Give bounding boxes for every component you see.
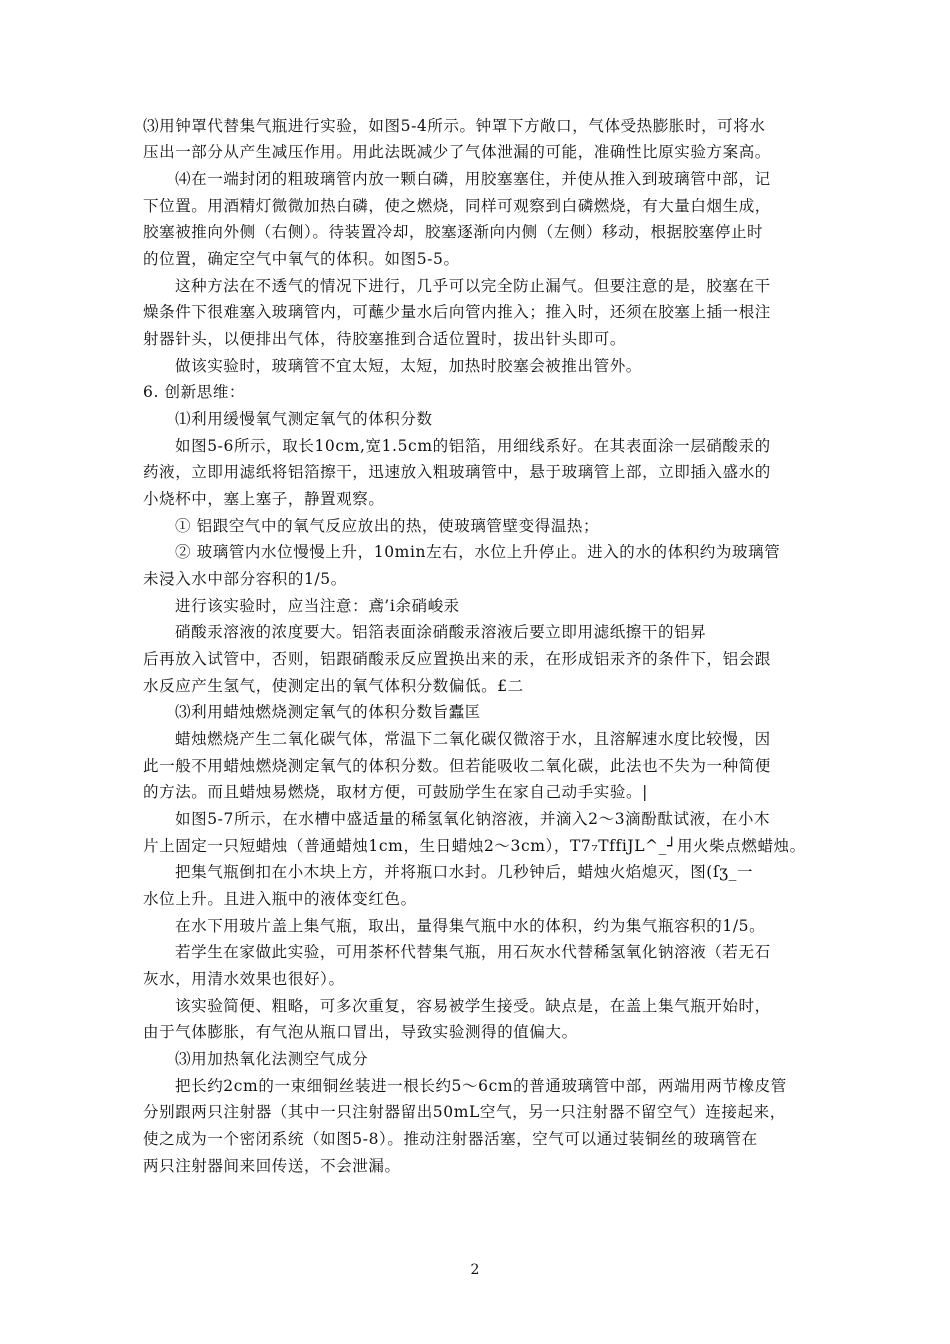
subsection-heading: ⑶利用蜡烛燃烧测定氧气的体积分数旨蠹匡 <box>175 703 481 721</box>
text-line: 若学生在家做此实验，可用茶杯代替集气瓶，用石灰水代替稀氢氧化钠溶液（若无石 <box>175 943 771 961</box>
text-line: 后再放入试管中，否则，铝跟硝酸汞反应置换出来的汞，在形成铝汞齐的条件下，铝会跟 <box>143 650 771 668</box>
text-line: 把长约2cm的一束细铜丝装进一根长约5〜6cm的普通玻璃管中部，两端用两节橡皮管 <box>175 1077 787 1095</box>
text-line: 射器针头，以便排出气体，待胶塞推到合适位置时，拔出针头即可。 <box>143 330 627 348</box>
text-line: 两只注射器间来回传送，不会泄漏。 <box>143 1157 401 1175</box>
text-line: 做该实验时，玻璃管不宜太短，太短，加热时胶塞会被推出管外。 <box>175 357 642 375</box>
text-line: 此一般不用蜡烛燃烧测定氧气的体积分数。但若能吸收二氧化碳，此法也不失为一种简便 <box>143 757 771 775</box>
text-line: 药液，立即用滤纸将铝箔擦干，迅速放入粗玻璃管中，悬于玻璃管上部，立即插入盛水的 <box>143 463 771 481</box>
text-line: 在水下用玻片盖上集气瓶，取出，量得集气瓶中水的体积，约为集气瓶容积的1/5。 <box>175 917 766 935</box>
text-line: 燥条件下很难塞入玻璃管内，可蘸少量水后向管内推入；推入时，还须在胶塞上插一根注 <box>143 303 771 321</box>
text-line: 小烧杯中，塞上塞子，静置观察。 <box>143 490 385 508</box>
text-line: 如图5-6所示，取长10cm,宽1.5cm的铝箔，用细线系好。在其表面涂一层硝酸汞的 <box>175 437 771 455</box>
text-line: 如图5-7所示，在水槽中盛适量的稀氢氧化钠溶液，并滴入2〜3滴酚酞试液，在小木 <box>175 810 771 828</box>
page-number: 2 <box>470 1262 480 1278</box>
section-heading: 6. 创新思维： <box>143 383 246 401</box>
text-line: 使之成为一个密闭系统（如图5-8）。推动注射器活塞，空气可以通过装铜丝的玻璃管在 <box>143 1130 758 1148</box>
text-line: 的位置，确定空气中氧气的体积。如图5-5。 <box>143 250 460 268</box>
text-line: 蜡烛燃烧产生二氧化碳气体，常温下二氧化碳仅微溶于水，且溶解速水度比较慢，因 <box>175 730 771 748</box>
text-line: 未浸入水中部分容积的1/5。 <box>143 570 347 588</box>
text-line: 水反应产生氢气，使测定出的氧气体积分数偏低。£二 <box>143 677 524 695</box>
text-line: ① 铝跟空气中的氧气反应放出的热，使玻璃管壁变得温热； <box>175 517 600 535</box>
text-line: 进行该实验时，应当注意：鳶’i余硝峻汞 <box>175 597 460 615</box>
text-line: 硝酸汞溶液的浓度要大。铝箔表面涂硝酸汞溶液后要立即用滤纸擦干的铝昇 <box>175 623 707 641</box>
text-line: 片上固定一只短蜡烛（普通蜡烛1cm，生日蜡烛2〜3cm），T7₇TffiJL^_┘用火柴点燃蜡烛。 <box>143 837 806 855</box>
text-line: 灰水，用清水效果也很好）。 <box>143 970 345 988</box>
text-line: 由于气体膨胀，有气泡从瓶口冒出，导致实验测得的值偏大。 <box>143 1023 578 1041</box>
text-line: 该实验简便、粗略，可多次重复，容易被学生接受。缺点是，在盖上集气瓶开始时， <box>175 997 771 1015</box>
subsection-heading: ⑴利用缓慢氧气测定氧气的体积分数 <box>175 410 433 428</box>
text-line: 这种方法在不透气的情况下进行，几乎可以完全防止漏气。但要注意的是，胶塞在干 <box>175 277 771 295</box>
text-line: 把集气瓶倒扣在小木块上方，并将瓶口水封。几秒钟后，蜡烛火焰熄灭，图(ſʒ_一 <box>175 863 754 881</box>
text-line: 下位置。用酒精灯微微加热白磷，使之燃烧，同样可观察到白磷燃烧，有大量白烟生成， <box>143 197 771 215</box>
text-line: 分别跟两只注射器（其中一只注射器留出50mL空气，另一只注射器不留空气）连接起来， <box>143 1103 786 1121</box>
text-line: ② 玻璃管内水位慢慢上升，10min左右，水位上升停止。进入的水的体积约为玻璃管 <box>175 543 781 561</box>
text-line: ⑶用钟罩代替集气瓶进行实验，如图5-4所示。钟罩下方敞口，气体受热膨胀时，可将水 <box>143 117 766 135</box>
text-line: 水位上升。且进入瓶中的液体变红色。 <box>143 890 417 908</box>
text-line: 压出一部分从产生减压作用。用此法既减少了气体泄漏的可能，准确性比原实验方案高。 <box>143 143 771 161</box>
text-line: ⑷在一端封闭的粗玻璃管内放一颗白磷，用胶塞塞住，并使从推入到玻璃管中部，记 <box>175 170 771 188</box>
text-line: 胶塞被推向外侧（右侧）。待装置冷却，胶塞逐渐向内侧（左侧）移动，根据胶塞停止时 <box>143 223 764 241</box>
subsection-heading: ⑶用加热氧化法测空气成分 <box>175 1050 369 1068</box>
text-line: 的方法。而且蜡烛易燃烧，取材方便，可鼓励学生在家自己动手实验。| <box>143 783 648 801</box>
